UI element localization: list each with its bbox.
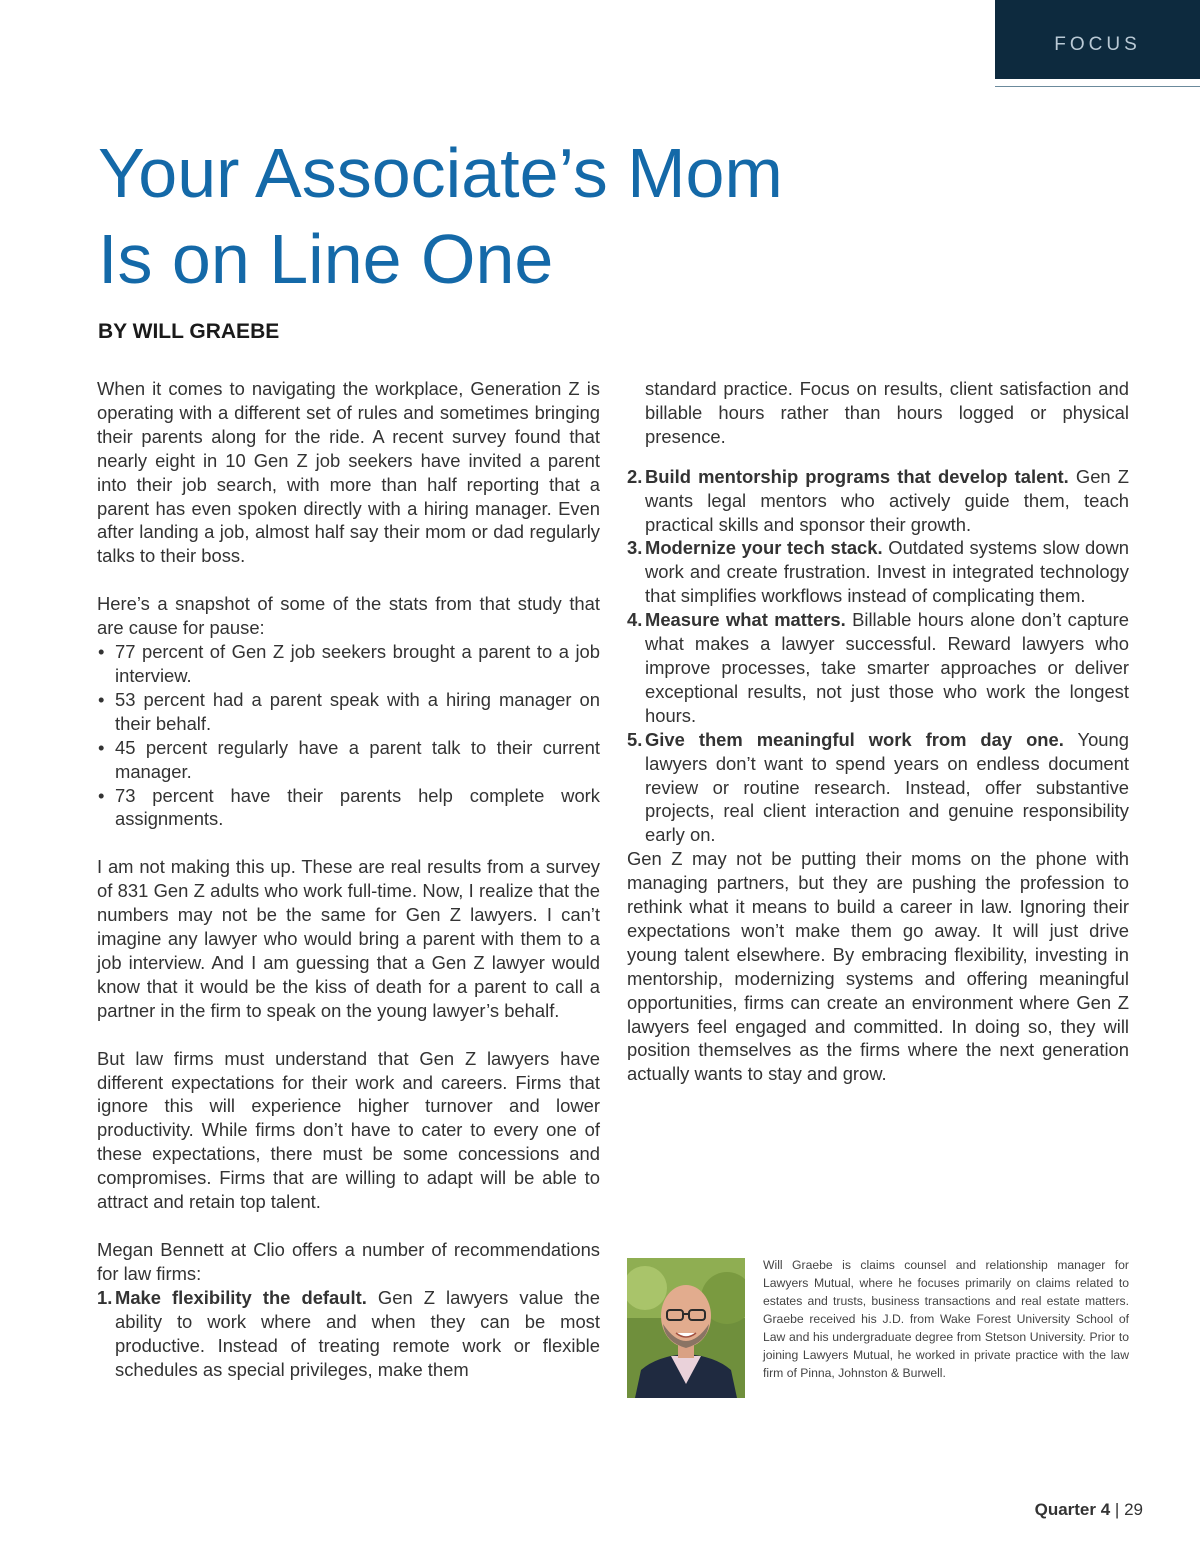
issue-label: Quarter 4 (1034, 1500, 1111, 1519)
byline: BY WILL GRAEBE (98, 320, 280, 343)
recommendation-number: 5. (627, 728, 643, 750)
article-title (98, 130, 998, 302)
recommendation-1 (97, 1286, 600, 1382)
section-label: FOCUS (1054, 33, 1141, 55)
recommendation-body: Outdated systems slow down work and create frustration. Invest in integrated technology that simplifies workflows instead of complicating them. (645, 537, 1129, 607)
paragraph-survey: I am not making this up. These are real results from a survey of 831 Gen Z adults who work full-time. Now, I realize that the numbers may not be the same for Gen Z lawyers. I can’t imagine any lawyer who would bring a parent with them to a job interview. And I am guessing that a Gen Z lawyer would know that it would be the kiss of death for a parent to call a partner in the firm to speak on the young lawyer’s behalf. (97, 856, 600, 1021)
stats-intro: Here’s a snapshot of some of the stats from that study that are cause for pause: (97, 593, 600, 639)
title-line-1: Your Associate’s Mom (98, 134, 783, 212)
left-column (97, 377, 600, 1381)
recommendation-4 (627, 608, 1129, 728)
recommendation-1-continued: standard practice. Focus on results, client satisfaction and billable hours rather than hours logged or physical presence. (645, 378, 1129, 447)
section-tab (995, 0, 1200, 79)
author-bio: Will Graebe is claims counsel and relationship manager for Lawyers Mutual, where he focuses primarily on claims related to estates and trusts, business transactions and real estate matters. Graebe received his J.D. from Wake Forest University School of Law and his undergraduate degree from Stetson University. Prior to joining Lawyers Mutual, he worked in private practice with the law firm of Pinna, Johnston & Burwell. (763, 1258, 1129, 1380)
recommendation-3 (627, 536, 1129, 608)
intro-paragraph: When it comes to navigating the workplace, Generation Z is operating with a different set of rules and sometimes bringing their parents along for the ride. A recent survey found that nearly eight in 10 Gen Z job seekers have invited a parent into their job search, with more than half reporting that a parent has even spoken directly with a hiring manager. Even after landing a job, almost half say their mom or dad regularly talks to their boss. (97, 378, 600, 567)
recommendations-intro: Megan Bennett at Clio offers a number of recommendations for law firms: (97, 1239, 600, 1284)
recommendation-body: Billable hours alone don’t capture what makes a lawyer successful. Reward lawyers who improve processes, take smarter approaches or deliver exceptional results, not just those who work the longest hours. (645, 609, 1129, 726)
right-column (627, 377, 1129, 1086)
recommendation-heading: Measure what matters. (645, 609, 846, 631)
recommendation-heading: Build mentorship programs that develop talent. (645, 465, 1069, 487)
recommendation-number: 1. (97, 1286, 113, 1308)
closing-paragraph: Gen Z may not be putting their moms on the phone with managing partners, but they are pushing the profession to rethink what it means to build a career in law. Ignoring their expectations won’t make them go away. It will just drive young talent elsewhere. By embracing flexibility, investing in mentorship, modernizing systems and offering meaningful opportunities, firms can create an environment where Gen Z lawyers feel engaged and committed. In doing so, they will position themselves as the firms where the next generation actually wants to stay and grow. (627, 848, 1129, 1085)
title-line-2: Is on Line One (98, 220, 554, 298)
stat-item: • 73 percent have their parents help complete work assignments. (97, 784, 600, 832)
recommendation-number: 4. (627, 609, 643, 631)
stats-list (97, 640, 600, 831)
author-photo (627, 1258, 745, 1398)
recommendation-body: Gen Z wants legal mentors who actively guide them, teach practical skills and sponsor their growth. (645, 465, 1129, 535)
stat-item: • 45 percent regularly have a parent talk to their current manager. (97, 736, 600, 784)
recommendation-heading: Give them meaningful work from day one. (645, 728, 1064, 750)
recommendation-5 (627, 728, 1129, 848)
stat-item: • 53 percent had a parent speak with a hiring manager on their behalf. (97, 688, 600, 736)
recommendation-2 (627, 465, 1129, 537)
page-footer (1035, 1500, 1143, 1520)
page-number: 29 (1124, 1500, 1143, 1519)
recommendation-number: 3. (627, 537, 643, 559)
footer-separator: | (1114, 1500, 1120, 1519)
section-rule (995, 86, 1200, 87)
recommendation-heading: Make flexibility the default. (115, 1286, 367, 1308)
paragraph-expectations: But law firms must understand that Gen Z lawyers have different expectations for their work and careers. Firms that ignore this will experience higher turnover and lower productivity. While firms don’t have to cater to every one of these expectations, there must be some concessions and compromises. Firms that are willing to adapt will be able to attract and retain top talent. (97, 1047, 600, 1213)
recommendation-heading: Modernize your tech stack. (645, 537, 883, 559)
recommendation-body: Young lawyers don’t want to spend years on endless document review or routine research. Instead, offer substantive projects, real client interaction and genuine responsibility early on. (645, 728, 1129, 846)
recommendation-number: 2. (627, 465, 643, 487)
recommendation-body: Gen Z lawyers value the ability to work where and when they can be most productive. Instead of treating remote work or flexible schedules as special privileges, make them (115, 1286, 600, 1380)
stat-item: • 77 percent of Gen Z job seekers brought a parent to a job interview. (97, 640, 600, 688)
